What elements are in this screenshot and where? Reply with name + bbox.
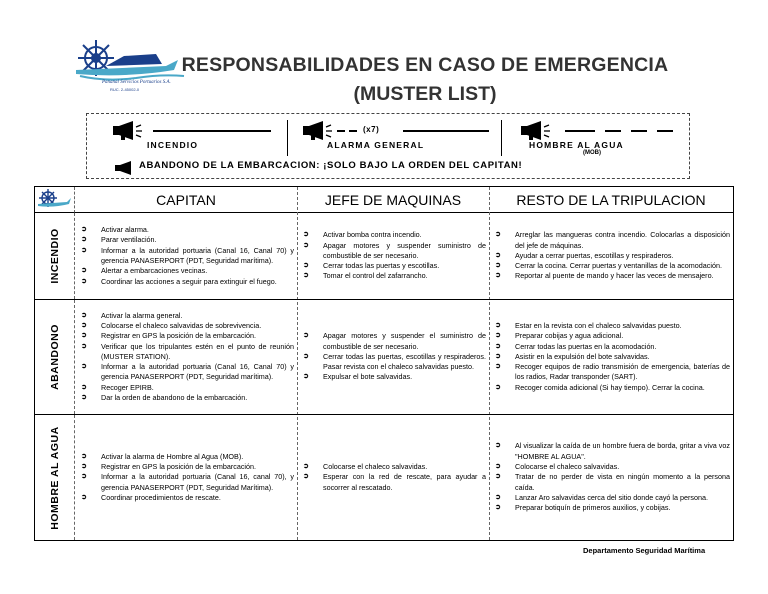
arrow-bullet-icon: ➲ — [81, 383, 87, 391]
header-logo-cell — [35, 187, 75, 213]
divider — [287, 120, 288, 156]
task-item — [303, 472, 486, 493]
task-text: Apagar motores y suspender suministro de combustible de ser necesario. — [323, 240, 486, 260]
arrow-bullet-icon: ➲ — [495, 352, 501, 360]
arrow-bullet-icon: ➲ — [303, 231, 309, 239]
task-item — [495, 342, 730, 352]
task-item — [81, 277, 294, 287]
task-text: Al visualizar la caída de un hombre fuera de borda, gritar a viva voz "HOMBRE AL AGUA". — [515, 441, 730, 461]
task-item — [495, 503, 730, 513]
task-item — [81, 452, 294, 462]
column-header-capitan: CAPITAN — [75, 187, 297, 213]
task-text: Registrar en GPS la posición de la embarcación. — [101, 331, 257, 341]
footer-department: Departamento Seguridad Marítima — [583, 546, 706, 555]
task-item — [81, 225, 294, 235]
cell-abandono-jefe — [297, 300, 489, 414]
task-item — [495, 383, 730, 393]
hombre-al-agua-signal-icon — [521, 120, 681, 142]
column-header-jefe-maquinas: JEFE DE MAQUINAS — [297, 187, 489, 213]
task-item — [495, 462, 730, 472]
task-list — [495, 441, 730, 513]
cell-incendio-jefe — [297, 213, 489, 299]
task-text: Reportar al puente de mando y hacer las veces de mensajero. — [515, 271, 714, 281]
task-text: Activar alarma. — [101, 225, 149, 235]
page-subtitle: (MUSTER LIST) — [353, 83, 497, 105]
task-text: Cerrar todas las puertas y escotillas. — [323, 261, 440, 271]
task-item — [495, 321, 730, 331]
arrow-bullet-icon: ➲ — [81, 463, 87, 471]
task-text: Preparar cobijas y agua adicional. — [515, 331, 624, 341]
task-item — [81, 393, 294, 403]
arrow-bullet-icon: ➲ — [303, 473, 309, 481]
logo-company-name: Pananal Servicios Portuarios S.A. — [102, 80, 171, 85]
arrow-bullet-icon: ➲ — [495, 332, 501, 340]
arrow-bullet-icon: ➲ — [81, 493, 87, 501]
arrow-bullet-icon: ➲ — [81, 321, 87, 329]
row-label-abandono: ABANDONO — [35, 300, 75, 414]
task-text: Cerrar todas las puertas, escotillas y respiraderos. Pasar revista con el chaleco salvavidas puesto. — [323, 351, 486, 372]
task-item — [495, 230, 730, 251]
task-text: Preparar botiquín de primeros auxilios, y cobijas. — [515, 503, 671, 513]
incendio-signal-icon — [113, 120, 273, 142]
task-text: Cerrar la cocina. Cerrar puertas y ventanillas de la acomodación. — [515, 261, 722, 271]
cell-abandono-tripulacion — [489, 300, 733, 414]
task-text: Informar a la autoridad portuaria (Canal 16, Canal 70) y gerencia PANASERPORT (PDT, Seguridad marítima). — [101, 245, 294, 265]
task-text: Lanzar Aro salvavidas cerca del sitio donde cayó la persona. — [515, 492, 708, 502]
arrow-bullet-icon: ➲ — [495, 493, 501, 501]
arrow-bullet-icon: ➲ — [81, 363, 87, 371]
arrow-bullet-icon: ➲ — [495, 251, 501, 259]
task-item — [495, 441, 730, 462]
task-text: Parar ventilación. — [101, 235, 157, 245]
task-list — [81, 311, 294, 404]
task-text: Colocarse el chaleco salvavidas. — [515, 462, 620, 472]
arrow-bullet-icon: ➲ — [495, 262, 501, 270]
task-item — [81, 342, 294, 363]
task-text: Recoger equipos de radio transmisión de emergencia, baterías de los radios, Radar transponder (SART). — [515, 362, 730, 382]
task-item — [303, 261, 486, 271]
cell-incendio-capitan — [75, 213, 297, 299]
arrow-bullet-icon: ➲ — [81, 473, 87, 481]
column-header-tripulacion: RESTO DE LA TRIPULACION — [489, 187, 733, 213]
task-item — [303, 271, 486, 281]
task-text: Arreglar las mangueras contra incendio. Colocarlas a disposición del jefe de máquinas. — [515, 230, 730, 250]
task-list — [81, 225, 294, 287]
task-text: Coordinar procedimientos de rescate. — [101, 492, 221, 502]
task-item — [495, 251, 730, 261]
divider — [501, 120, 502, 156]
task-list — [303, 462, 486, 493]
task-text: Cerrar todas las puertas en la acomodación. — [515, 341, 657, 351]
arrow-bullet-icon: ➲ — [303, 352, 309, 360]
signal-label-alarma: ALARMA GENERAL — [327, 140, 425, 150]
arrow-bullet-icon: ➲ — [495, 383, 501, 391]
arrow-bullet-icon: ➲ — [303, 463, 309, 471]
arrow-bullet-icon: ➲ — [495, 442, 501, 450]
task-text: Asistir en la expulsión del bote salvavidas. — [515, 351, 650, 361]
signal-label-incendio: INCENDIO — [147, 140, 199, 150]
arrow-bullet-icon: ➲ — [81, 236, 87, 244]
task-item — [495, 472, 730, 493]
signal-label-hombre: HOMBRE AL AGUA — [529, 140, 624, 150]
arrow-bullet-icon: ➲ — [303, 262, 309, 270]
arrow-bullet-icon: ➲ — [495, 272, 501, 280]
task-text: Estar en la revista con el chaleco salvavidas puesto. — [515, 320, 682, 330]
arrow-bullet-icon: ➲ — [303, 272, 309, 280]
cell-incendio-tripulacion — [489, 213, 733, 299]
task-item — [81, 331, 294, 341]
task-item — [81, 493, 294, 503]
arrow-bullet-icon: ➲ — [81, 226, 87, 234]
task-item — [81, 472, 294, 493]
task-text: Activar la alarma de Hombre al Agua (MOB). — [101, 451, 244, 461]
task-item — [81, 462, 294, 472]
page-title: RESPONSABILIDADES EN CASO DE EMERGENCIA — [181, 54, 669, 76]
logo-ruc: RUC. 2-45002-0 — [110, 87, 140, 92]
arrow-bullet-icon: ➲ — [495, 231, 501, 239]
arrow-bullet-icon: ➲ — [81, 267, 87, 275]
task-list — [303, 230, 486, 281]
signal-label-abandono: ABANDONO DE LA EMBARCACION: ¡SOLO BAJO LA ORDEN DEL CAPITAN! — [139, 160, 523, 171]
task-list — [81, 452, 294, 503]
arrow-bullet-icon: ➲ — [81, 332, 87, 340]
task-item — [81, 362, 294, 383]
task-item — [303, 462, 486, 472]
task-item — [495, 362, 730, 383]
arrow-bullet-icon: ➲ — [495, 463, 501, 471]
task-text: Coordinar las acciones a seguir para extinguir el fuego. — [101, 276, 277, 286]
task-item — [81, 321, 294, 331]
task-text: Tratar de no perder de vista en ningún momento a la persona caída. — [515, 472, 730, 492]
task-text: Recoger comida adicional (Si hay tiempo). Cerrar la cocina. — [515, 382, 705, 392]
arrow-bullet-icon: ➲ — [303, 241, 309, 249]
arrow-bullet-icon: ➲ — [303, 332, 309, 340]
arrow-bullet-icon: ➲ — [495, 321, 501, 329]
arrow-bullet-icon: ➲ — [81, 394, 87, 402]
task-item — [495, 493, 730, 503]
task-item — [81, 383, 294, 393]
abandono-horn-icon — [115, 161, 137, 175]
task-item — [81, 311, 294, 321]
task-text: Activar la alarma general. — [101, 310, 183, 320]
cell-hombre-capitan — [75, 415, 297, 540]
arrow-bullet-icon: ➲ — [495, 473, 501, 481]
task-list — [303, 331, 486, 382]
muster-table — [34, 186, 734, 541]
cell-hombre-tripulacion — [489, 415, 733, 540]
task-list — [495, 230, 730, 281]
task-item — [81, 266, 294, 276]
task-item — [495, 331, 730, 341]
arrow-bullet-icon: ➲ — [495, 504, 501, 512]
arrow-bullet-icon: ➲ — [81, 342, 87, 350]
ship-wheel-icon — [35, 187, 73, 211]
task-item — [495, 261, 730, 271]
task-text: Recoger EPIRB. — [101, 382, 154, 392]
task-item — [303, 352, 486, 373]
task-text: Colocarse el chaleco salvavidas. — [323, 462, 428, 472]
task-list — [495, 321, 730, 393]
task-text: Registrar en GPS la posición de la embarcación. — [101, 462, 257, 472]
task-item — [81, 235, 294, 245]
cell-abandono-capitan — [75, 300, 297, 414]
task-item — [495, 271, 730, 281]
task-item — [303, 331, 486, 352]
signal-sub-mob: (MOB) — [583, 150, 601, 156]
alarm-signals-legend — [86, 113, 690, 179]
task-item — [495, 352, 730, 362]
task-text: Esperar con la red de rescate, para ayudar a socorrer al rescatado. — [323, 472, 486, 492]
arrow-bullet-icon: ➲ — [303, 373, 309, 381]
task-item — [303, 230, 486, 240]
task-text: Dar la orden de abandono de la embarcación. — [101, 393, 248, 403]
arrow-bullet-icon: ➲ — [495, 363, 501, 371]
task-item — [81, 246, 294, 267]
arrow-bullet-icon: ➲ — [81, 246, 87, 254]
task-text: Expulsar el bote salvavidas. — [323, 372, 413, 382]
arrow-bullet-icon: ➲ — [81, 277, 87, 285]
arrow-bullet-icon: ➲ — [495, 342, 501, 350]
task-item — [303, 241, 486, 262]
row-label-incendio: INCENDIO — [35, 213, 75, 299]
task-text: Tomar el control del zafarrancho. — [323, 271, 428, 281]
cell-hombre-jefe — [297, 415, 489, 540]
task-text: Verificar que los tripulantes estén en el punto de reunión (MUSTER STATION). — [101, 341, 294, 361]
arrow-bullet-icon: ➲ — [81, 311, 87, 319]
arrow-bullet-icon: ➲ — [81, 452, 87, 460]
task-text: Activar bomba contra incendio. — [323, 230, 422, 240]
task-text: Informar a la autoridad portuaria (Canal 16, canal 70), y gerencia PANASERPORT (PDT, Seguridad Marítima). — [101, 472, 294, 492]
row-label-hombre-al-agua: HOMBRE AL AGUA — [35, 415, 75, 540]
alarma-general-signal-icon — [303, 120, 493, 142]
task-text: Informar a la autoridad portuaria (Canal 16, Canal 70) y gerencia PANASERPORT (PDT, Seguridad marítima). — [101, 362, 294, 382]
task-item — [303, 372, 486, 382]
task-text: Alertar a embarcaciones vecinas. — [101, 266, 208, 276]
task-text: Colocarse el chaleco salvavidas de sobrevivencia. — [101, 320, 262, 330]
signal-repeat-count: (x7) — [363, 125, 380, 134]
task-text: Apagar motores y suspender el suministro de combustible de ser necesario. — [323, 331, 486, 351]
task-text: Ayudar a cerrar puertas, escotillas y respiraderos. — [515, 250, 674, 260]
